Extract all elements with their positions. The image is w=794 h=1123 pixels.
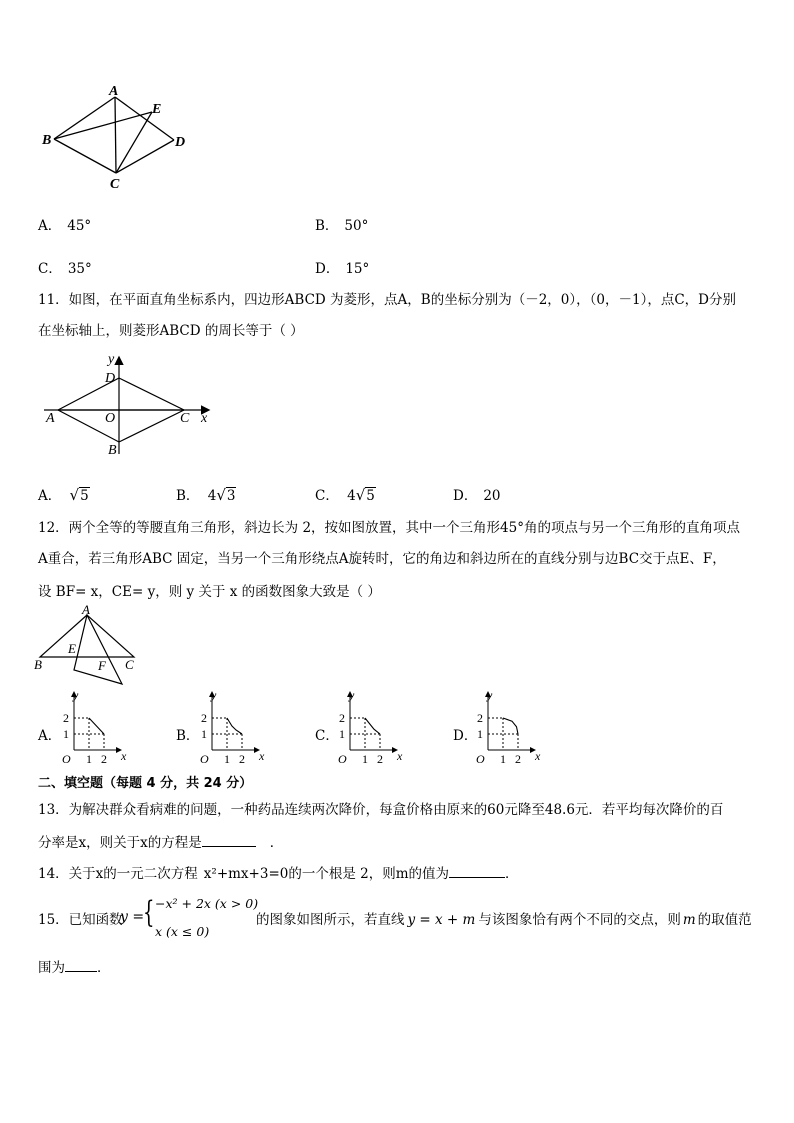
fig11-label-b: B [108,443,117,458]
fig11-label-c: C [180,411,190,426]
origin-label: O [476,752,485,764]
fig10-label-b: B [42,133,52,148]
q11-line2: 在坐标轴上，则菱形ABCD 的周长等于（ ） [38,323,304,339]
q14-answer-blank[interactable] [449,863,505,878]
y-axis-label: y [211,690,217,702]
q13-line2: 分率是x，则关于x的方程是 ． [38,832,283,853]
graph-option-d [474,690,554,764]
q13-line1: 13．为解决群众看病难的问题，一种药品连续两次降价，每盒价格由原来的60元降至48.6元．若平均每次降价的百 [38,802,724,818]
q11-option-b: B． 4√3 [176,486,236,504]
section-heading: 二、填空题（每题 4 分，共 24 分） [38,776,253,791]
fig12-label-b: B [34,657,42,672]
graph-option-c [336,690,416,764]
q15-prefix: 15．已知函数 [38,912,123,928]
fig12-label-f: F [98,658,106,673]
q11-line1: 11．如图，在平面直角坐标系内，四边形ABCD 为菱形，点A，B的坐标分别为（－2，0），（0，－1），点C，D分别 [38,292,736,308]
q11-option-d: D． 20 [453,488,501,504]
q12-figure [34,602,144,690]
ytick-1: 1 [477,727,483,741]
xtick-2: 2 [239,752,245,764]
q11-option-c: C． 4√5 [315,486,375,504]
q10-figure [38,82,198,192]
q12-line3: 设 BF= x，CE= y，则 y 关于 x 的函数图象大致是（ ） [38,584,381,600]
fig10-label-a: A [109,84,119,99]
q10-option-a: A． 45° [38,218,92,234]
fig10-label-c: C [110,177,120,192]
fig11-label-y: y [108,352,115,367]
x-axis-label: x [397,749,403,763]
origin-label: O [200,752,209,764]
xtick-1: 1 [500,752,506,764]
q12-line2: A重合，若三角形ABC 固定，当另一个三角形绕点A旋转时，它的角边和斜边所在的直线分别与边BC交于点E、F， [38,551,726,567]
fig10-label-d: D [175,135,186,150]
q15-piece-1: −x² + 2x (x > 0) [155,896,259,911]
fig11-label-o: O [105,411,116,426]
q15-line2: 围为 ． [38,957,111,978]
q11-option-a: A． √5 [38,486,89,504]
radical: √3 [216,486,236,504]
radical: √5 [355,486,375,504]
q12-option-b-letter: B． [176,728,200,744]
graph-option-a [60,690,140,764]
q10-option-b: B． 50° [315,218,369,234]
q15-function-y: y = [120,909,145,925]
fig10-label-e: E [152,102,162,117]
fig11-label-a: A [46,411,55,426]
y-axis-label: y [487,690,493,702]
ytick-1: 1 [339,727,345,741]
q12-option-d-letter: D． [453,728,478,744]
q12-option-c-letter: C． [315,728,339,744]
q12-line1: 12．两个全等的等腰直角三角形，斜边长为 2，按如图放置，其中一个三角形45°角的项点与另一个三角形的直角项点 [38,520,740,536]
y-axis-label: y [73,690,79,702]
xtick-1: 1 [86,752,92,764]
graph-curve-c [365,718,380,734]
xtick-1: 1 [224,752,230,764]
ytick-2: 2 [477,711,483,725]
q10-option-c: C． 35° [38,261,92,277]
xtick-2: 2 [101,752,107,764]
q13-answer-blank[interactable] [202,832,256,847]
q15-piece-2: x (x ≤ 0) [155,924,210,939]
q15-answer-blank[interactable] [65,957,97,972]
fig11-label-d: D [105,371,116,386]
fig12-label-e: E [68,641,76,656]
xtick-1: 1 [362,752,368,764]
x-axis-label: x [121,749,127,763]
origin-label: O [62,752,71,764]
q14-line: 14．关于x的一元二次方程 x²+mx+3=0的一个根是 2，则m的值为 ． [38,863,519,884]
origin-label: O [338,752,347,764]
radical: √5 [69,486,89,504]
y-axis-label: y [349,690,355,702]
q12-option-a-letter: A． [38,728,62,744]
q10-option-d: D． 15° [315,261,370,277]
fig12-label-a: A [82,602,90,617]
graph-option-b [198,690,278,764]
graph-curve-b [227,718,242,734]
xtick-2: 2 [377,752,383,764]
graph-curve-a [89,718,104,734]
q11-figure [38,350,223,462]
graph-curve-d [503,718,518,734]
piecewise-brace: { [143,895,155,930]
x-axis-label: x [535,749,541,763]
ytick-1: 1 [63,727,69,741]
ytick-2: 2 [63,711,69,725]
xtick-2: 2 [515,752,521,764]
fig11-label-x: x [201,411,208,426]
fig12-label-c: C [125,657,134,672]
x-axis-label: x [259,749,265,763]
ytick-2: 2 [339,711,345,725]
ytick-2: 2 [201,711,207,725]
ytick-1: 1 [201,727,207,741]
q15-line1-rest: 的图象如图所示，若直线 y = x + m 与该图象恰有两个不同的交点，则 m 的取值范 [256,912,752,928]
